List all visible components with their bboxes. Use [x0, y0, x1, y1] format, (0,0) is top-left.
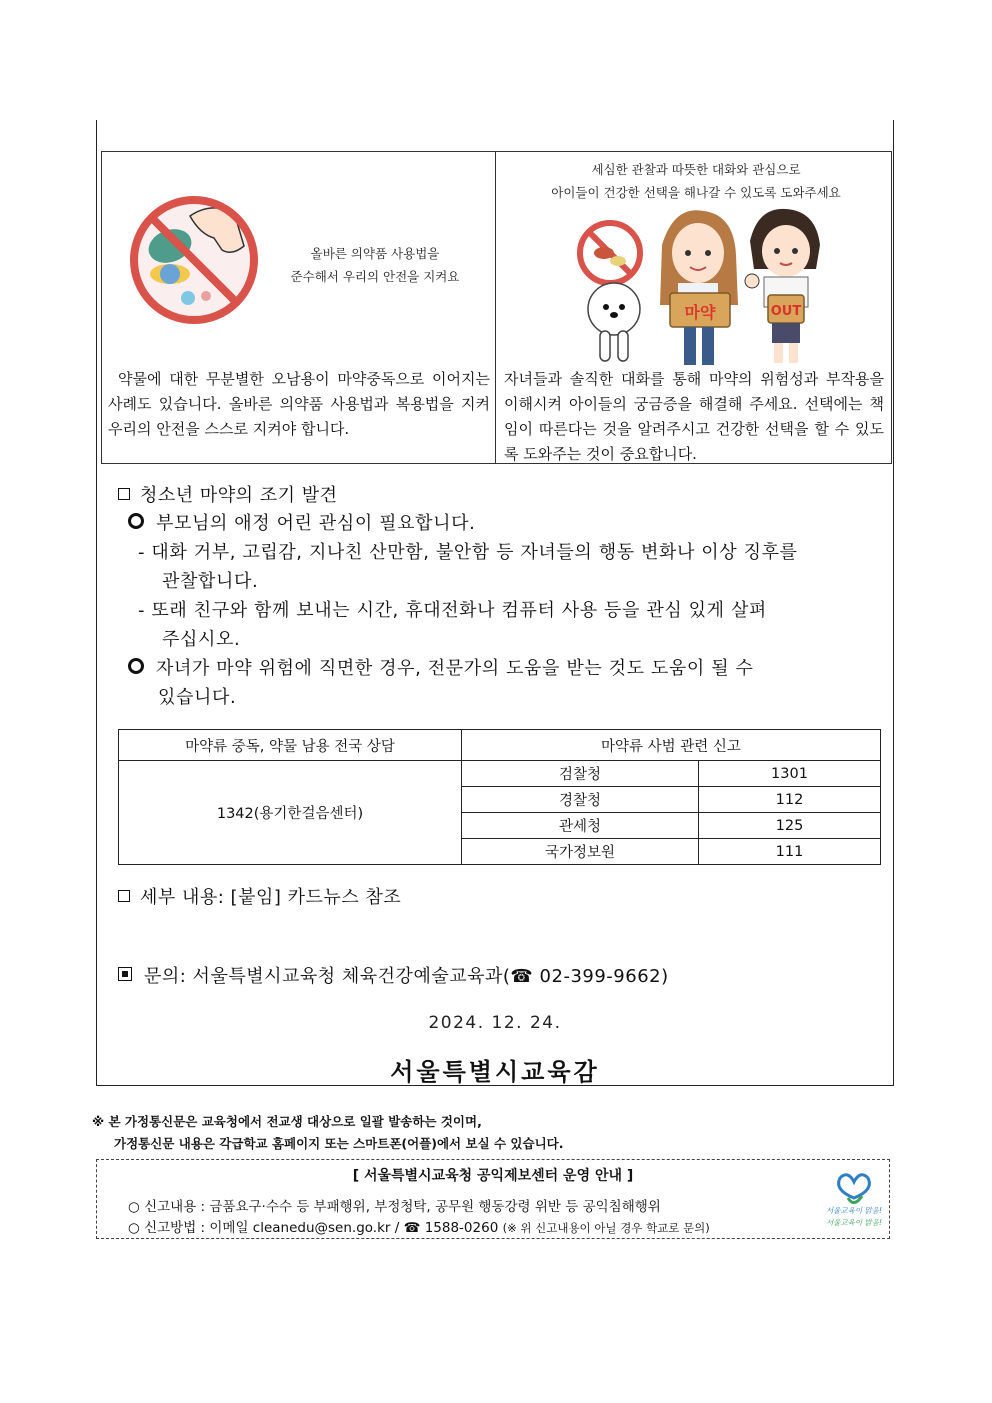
footnote-line1: ※ 본 가정통신문은 교육청에서 전교생 대상으로 일괄 발송하는 것이며,: [92, 1114, 482, 1129]
dash-item-1-line1: - 대화 거부, 고립감, 지나친 산만함, 불안함 등 자녀들의 행동 변화나 이상 징후를: [138, 542, 798, 563]
counsel-center-cell: 1342(용기한걸음센터): [119, 761, 462, 865]
logo-line2: 서울교육이 밝음!: [825, 1218, 883, 1227]
filled-square-icon: [118, 967, 132, 981]
inquiry-text: 문의: 서울특별시교육청 체육건강예술교육과(☎ 02-399-9662): [144, 966, 669, 987]
right-hand-line1: 세심한 관찰과 따뜻한 대화와 관심으로: [591, 162, 801, 177]
panel-divider: [495, 151, 496, 464]
point-text: 자녀가 마약 위험에 직면한 경우, 전문가의 도움을 받는 것도 도움이 될 수: [156, 658, 754, 679]
notice-title: [ 서울특별시교육청 공익제보센터 운영 안내 ]: [352, 1168, 634, 1184]
number-cell: 1301: [699, 761, 881, 787]
point-text: 부모님의 애정 어린 관심이 필요합니다.: [156, 513, 476, 534]
agency-cell: 국가정보원: [462, 839, 699, 865]
left-hand-line1: 올바른 의약품 사용법을: [310, 246, 440, 261]
circle-bullet-icon: [128, 658, 144, 674]
footnote-line2: 가정통신문 내용은 각급학교 홈페이지 또는 스마트폰(어플)에서 보실 수 있습니다.: [114, 1136, 564, 1151]
section-title: 청소년 마약의 조기 발견: [140, 485, 338, 506]
issue-date: 2024. 12. 24.: [428, 1013, 562, 1033]
section-early-detection: [118, 481, 338, 507]
notice-method-text: ○ 신고방법 : 이메일 cleanedu@sen.go.kr / ☎ 1588-0260: [128, 1220, 499, 1236]
point-expert-help: [128, 654, 754, 683]
no-pills-icon: [128, 194, 260, 326]
dash-item-2-line1: - 또래 친구와 함께 보내는 시간, 휴대전화나 컴퓨터 사용 등을 관심 있게 살펴: [138, 600, 767, 621]
sign-right-text: OUT: [770, 304, 802, 319]
square-bullet-icon: [118, 890, 130, 902]
sign-left-text: 마약: [684, 303, 716, 322]
circle-bullet-icon: [128, 513, 144, 529]
inquiry-line: [118, 962, 669, 988]
dash-item-2-line2: 주십시오.: [162, 629, 241, 650]
right-hand-lettering: [500, 158, 892, 204]
table-header-counsel: 마약류 중독, 약물 남용 전국 상담: [119, 730, 462, 761]
notice-method-note: (※ 위 신고내용이 아닐 경우 학교로 문의): [502, 1221, 710, 1235]
left-panel-caption: 약물에 대한 무분별한 오남용이 마약중독으로 이어지는 사례도 있습니다. 올바른 의약품 사용법과 복용법을 지켜 우리의 안전을 스스로 지켜야 합니다.: [108, 370, 490, 438]
point-parent-care: [128, 509, 475, 538]
contact-table: [118, 729, 881, 865]
right-hand-line2: 아이들이 건강한 선택을 해나갈 수 있도록 도와주세요: [551, 185, 841, 200]
agency-cell: 경찰청: [462, 787, 699, 813]
agency-cell: 검찰청: [462, 761, 699, 787]
number-cell: 111: [699, 839, 881, 865]
left-hand-line2: 준수해서 우리의 안전을 지켜요: [290, 269, 460, 284]
number-cell: 125: [699, 813, 881, 839]
notice-item-content: ○ 신고내용 : 금품요구·수수 등 부패행위, 부정청탁, 공무원 행동강령 위반 등 공익침해행위: [128, 1199, 661, 1215]
logo-line1: 서울교육이 맑음!: [825, 1206, 883, 1215]
number-cell: 112: [699, 787, 881, 813]
left-hand-lettering: [262, 242, 488, 288]
dash-item-1-line2: 관찰합니다.: [162, 571, 259, 592]
family-illustration: [574, 205, 874, 367]
notice-item-method: [128, 1216, 710, 1236]
agency-cell: 관세청: [462, 813, 699, 839]
detail-text: 세부 내용: [붙임] 카드뉴스 참조: [140, 887, 402, 908]
clean-seoul-logo: [818, 1168, 890, 1232]
signer: 서울특별시교육감: [390, 1058, 600, 1086]
detail-line: [118, 883, 401, 909]
point-expert-help-line2: 있습니다.: [158, 687, 237, 708]
table-row: [119, 761, 881, 787]
square-bullet-icon: [118, 488, 130, 500]
table-header-report: 마약류 사범 관련 신고: [462, 730, 881, 761]
right-panel-caption: 자녀들과 솔직한 대화를 통해 마약의 위험성과 부작용을 이해시켜 아이들의 궁금증을 해결해 주세요. 선택에는 책임이 따른다는 것을 알려주시고 건강한 선택을 할 수 있도록 도와주는 것이 중요합니다.: [504, 370, 884, 463]
